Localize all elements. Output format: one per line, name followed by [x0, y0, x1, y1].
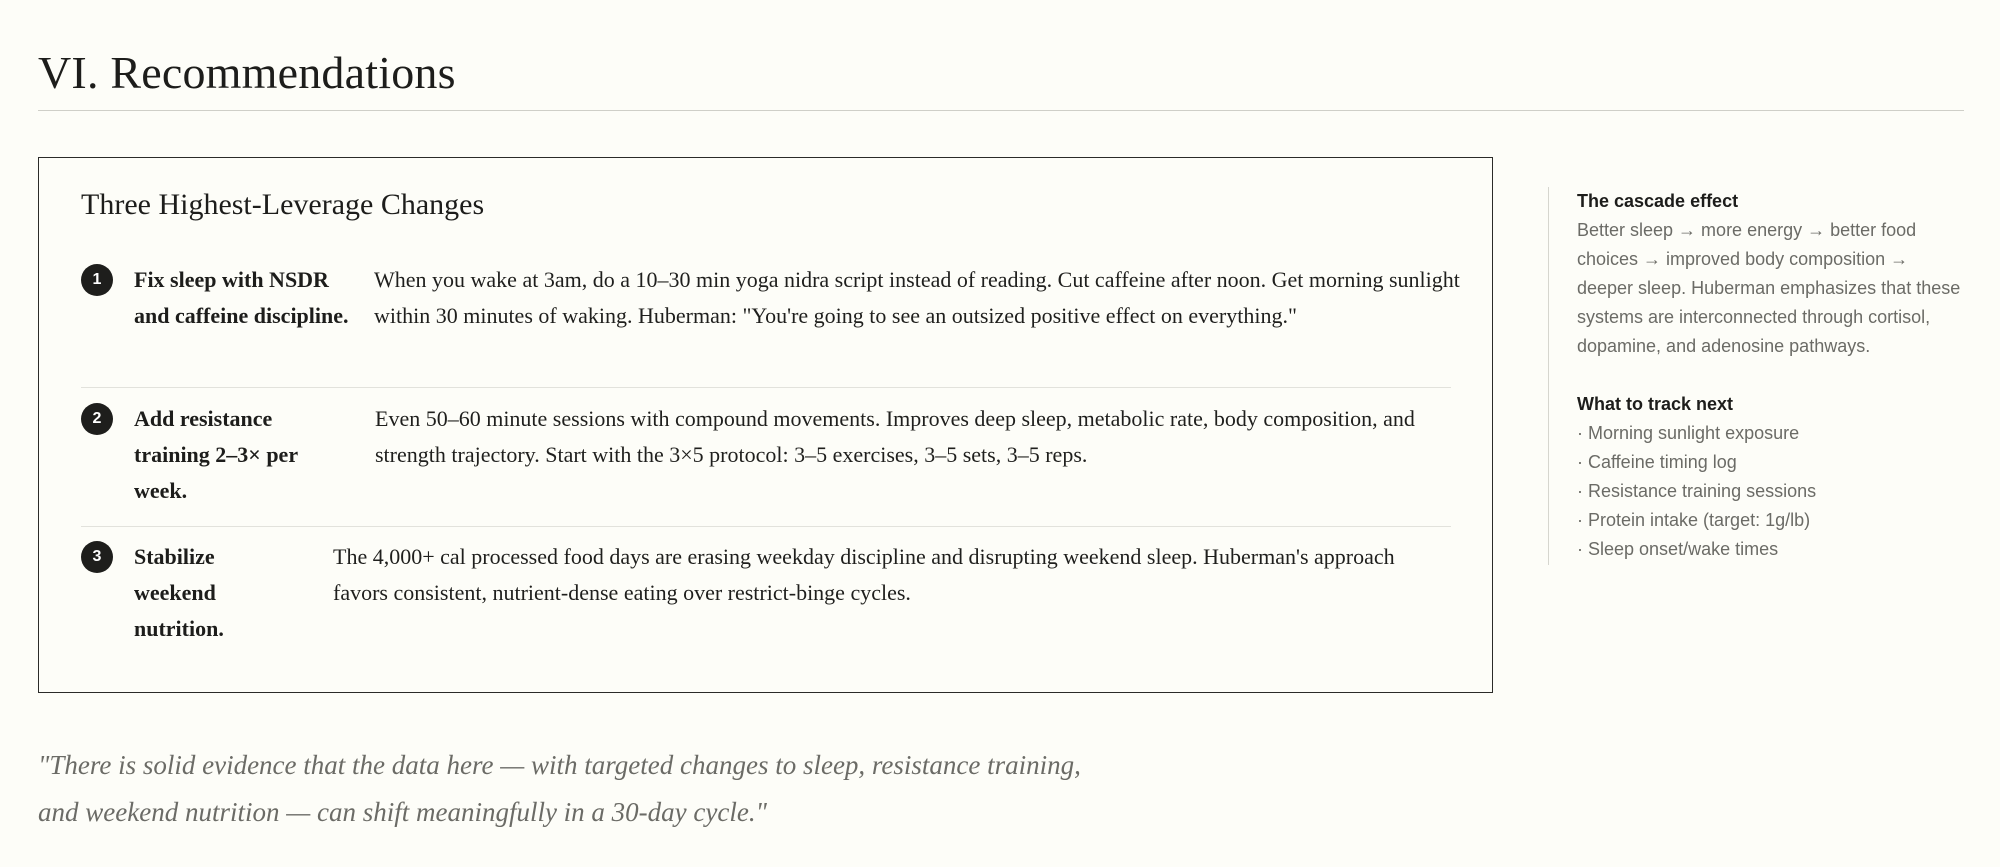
sidebar-notes	[1548, 187, 1968, 565]
list-item: · Caffeine timing log	[1577, 452, 1737, 472]
card-title: Three Highest-Leverage Changes	[81, 188, 485, 221]
recommendations-page	[38, 0, 1964, 867]
step-number-badge: 3	[81, 541, 113, 573]
section-title: VI. Recommendations	[38, 47, 456, 98]
cascade-effect-text: Better sleep → more energy → better food choices → improved body composition → deeper sleep. Huberman emphasizes that these systems are interconnected through cortisol, dopamine, and adenosine pathways.	[1577, 220, 1961, 356]
sidebar-spacer	[1577, 361, 1968, 390]
track-next-heading: What to track next	[1577, 394, 1734, 414]
recommendation-body: When you wake at 3am, do a 10–30 min yoga nidra script instead of reading. Cut caffeine after noon. Get morning sunlight within 30 minutes of waking. Huberman: "You're going to see an outsized positive effect on everything."	[374, 267, 1460, 328]
cascade-effect-heading: The cascade effect	[1577, 191, 1739, 211]
track-next-list	[1577, 419, 1968, 564]
recommendation-item	[81, 401, 1451, 527]
recommendation-heading: Fix sleep with NSDR and caffeine discipline.	[134, 267, 349, 328]
list-item: · Protein intake (target: 1g/lb)	[1577, 510, 1811, 530]
step-number-badge: 1	[81, 264, 113, 296]
recommendation-body: Even 50–60 minute sessions with compound movements. Improves deep sleep, metabolic rate, body composition, and strength trajectory. Start with the 3×5 protocol: 3–5 exercises, 3–5 sets, 3–5 reps.	[375, 406, 1415, 467]
recommendation-heading: Stabilize weekend nutrition.	[134, 544, 224, 641]
title-divider	[38, 110, 1964, 111]
recommendations-card	[38, 157, 1493, 693]
recommendation-item	[81, 262, 1460, 388]
list-item: · Morning sunlight exposure	[1577, 423, 1800, 443]
list-item: · Sleep onset/wake times	[1577, 539, 1779, 559]
recommendation-heading: Add resistance training 2–3× per week.	[134, 406, 298, 503]
step-number-badge: 2	[81, 403, 113, 435]
recommendation-body: The 4,000+ cal processed food days are erasing weekday discipline and disrupting weekend sleep. Huberman's approach favors consistent, nutrient-dense eating over restrict-binge cycles.	[333, 544, 1395, 605]
list-item: · Resistance training sessions	[1577, 481, 1817, 501]
recommendation-item	[81, 539, 1451, 659]
pull-quote: "There is solid evidence that the data here — with targeted changes to sleep, resistance training, and weekend nutrition — can shift meaningfully in a 30-day cycle."	[38, 750, 1081, 827]
